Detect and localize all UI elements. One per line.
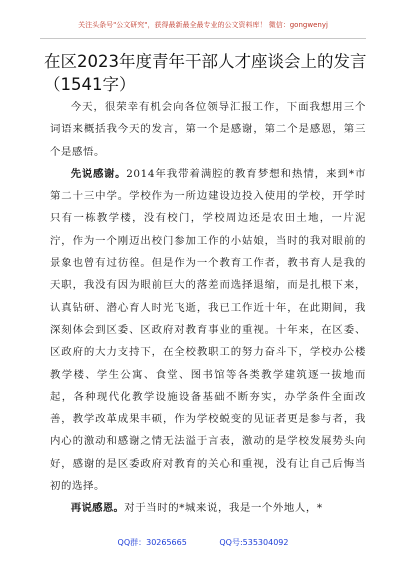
paragraph-lead: 先说感谢。: [70, 167, 127, 180]
paragraph-text: 2014年我带着满腔的教育梦想和热情，来到*市第二十三中学。学校作为一所边建设边投入使用的学校，开学时只有一栋教学楼，没有校门，学校周边还是农田土地，一片泥泞，作为一个刚迈出校门参加工作的小姑娘，当时的我对眼前的景象也曾有过彷徨。但是作为一个教育工作者，教书育人是我的天职，我没有因为眼前巨大的落差而选择退缩，而是扎根下来，认真钻研、潜心育人时光飞逝，我已工作近十年，在此期间，我深刻体会到区委、区政府对教育事业的重视。十年来，在区委、区政府的大力支持下，在全校教职工的努力奋斗下，学校办公楼教学楼、学生公寓、食堂、图书馆等各类教学建筑逐一拔地而起，各种现代化教学设施设备基础不断夯实，办学条件全面改善，教学改革成果丰硕，作为学校蜕变的见证者更是参与者，我内心的激动和感谢之情无法溢于言表，激动的是学校发展势头向好，感谢的是区委政府对教育的关心和重视，没有让自己后悔当初的选择。: [50, 167, 367, 493]
document-body: [50, 96, 366, 520]
footer-qq-number: QQ号:535304092: [219, 538, 289, 547]
paragraph-text: 今天，很荣幸有机会向各位领导汇报工作，下面我想用三个词语来概括我今天的发言，第一个是感谢，第二个是感恩，第三个是感悟。: [50, 101, 366, 158]
paragraph-intro: [50, 96, 366, 163]
document-title: 在区2023年度青年干部人才座谈会上的发言（1541字）: [44, 52, 367, 94]
footer-contact: [40, 537, 366, 549]
paragraph-text: 对于当时的*城来说，我是一个外地人，*: [124, 502, 323, 515]
footer-qq-group: QQ群：30265665: [117, 538, 187, 547]
paragraph-lead: 再说感恩。: [70, 502, 125, 515]
header-divider: [40, 38, 366, 39]
paragraph-thanks: [50, 163, 366, 497]
header-banner: 关注头条号"公文研究"，获得最新最全最专业的公文资料库！ 微信：gongwenyj: [78, 21, 328, 29]
paragraph-gratitude: [50, 497, 366, 519]
